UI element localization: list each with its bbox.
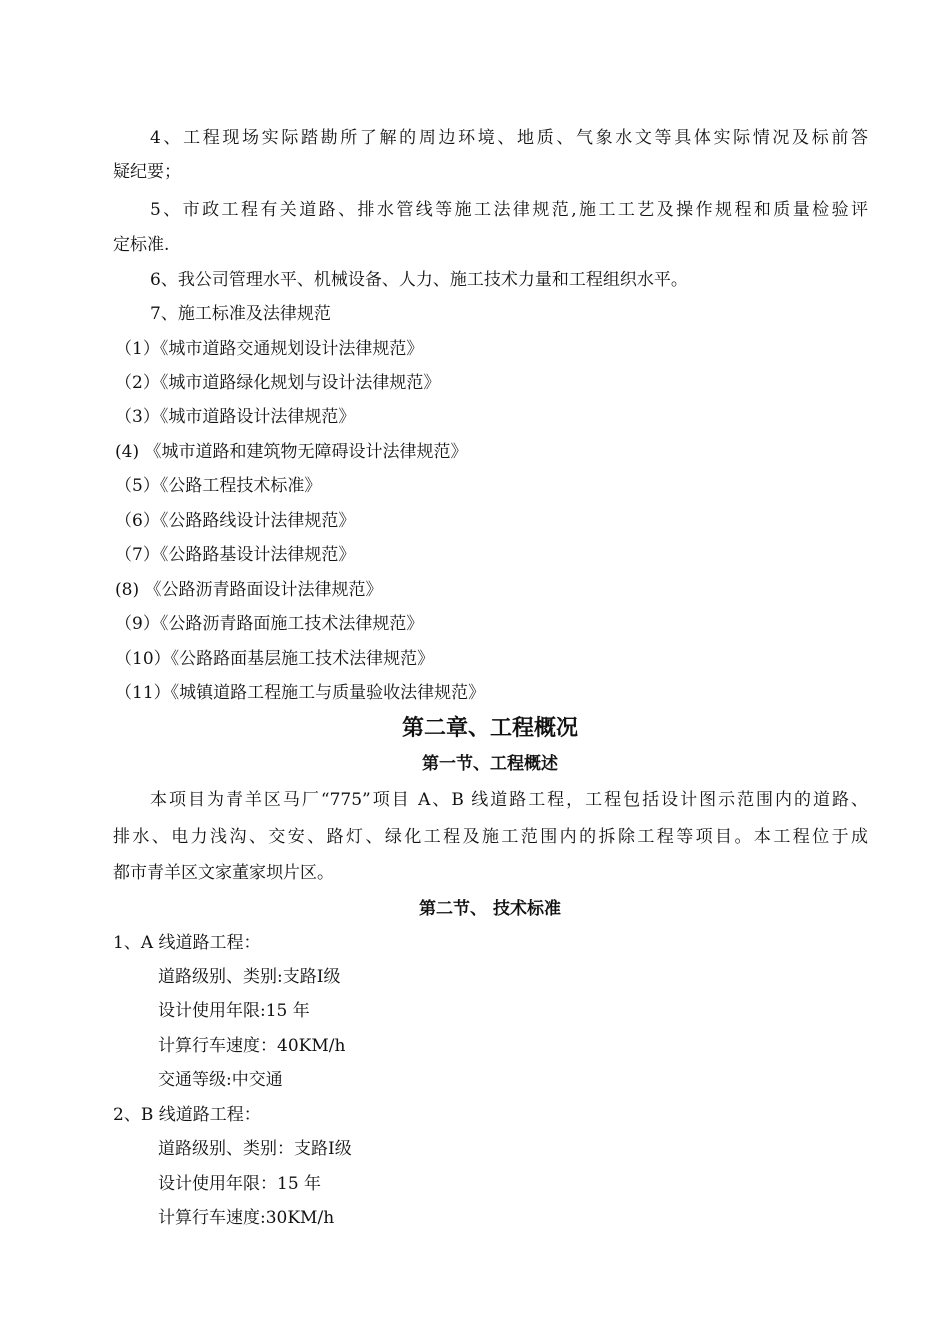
overview-paragraph-line3: 都市青羊区文家董家坝片区。 <box>113 863 334 883</box>
section-title: 第一节、工程概述 <box>422 754 558 774</box>
overview-paragraph-line1: 本项目为青羊区马厂“775”项目 A、B 线道路工程，工程包括设计图示范围内的道路、 <box>150 790 868 810</box>
b-line-grade: 道路级别、类别：支路Ⅰ级 <box>158 1139 352 1159</box>
standard-item: (8) 《公路沥青路面设计法律规范》 <box>115 580 383 600</box>
list-item-5-line1: 5、市政工程有关道路、排水管线等施工法律规范,施工工艺及操作规程和质量检验评 <box>150 200 868 220</box>
a-line-speed: 计算行车速度：40KM/h <box>158 1036 346 1056</box>
list-item-7: 7、施工标准及法律规范 <box>150 304 331 324</box>
standard-item: （6）《公路路线设计法律规范》 <box>115 511 356 531</box>
a-line-grade: 道路级别、类别:支路Ⅰ级 <box>158 967 341 987</box>
b-line-design-life: 设计使用年限：15 年 <box>158 1174 322 1194</box>
standard-item: （2）《城市道路绿化规划与设计法律规范》 <box>115 373 441 393</box>
standard-item: （9）《公路沥青路面施工技术法律规范》 <box>115 614 424 634</box>
section-title: 第二节、 技术标准 <box>419 899 561 919</box>
a-line-design-life: 设计使用年限:15 年 <box>158 1001 310 1021</box>
chapter-title: 第二章、工程概况 <box>401 716 578 741</box>
a-line-heading: 1、A 线道路工程： <box>113 933 261 953</box>
b-line-speed: 计算行车速度:30KM/h <box>158 1208 335 1228</box>
list-item-4-line2: 疑纪要； <box>113 162 181 182</box>
standard-item: （3）《城市道路设计法律规范》 <box>115 407 356 427</box>
list-item-4-line1: 4、工程现场实际踏勘所了解的周边环境、地质、气象水文等具体实际情况及标前答 <box>150 128 868 148</box>
overview-paragraph-line2: 排水、电力浅沟、交安、路灯、绿化工程及施工范围内的拆除工程等项目。本工程位于成 <box>113 827 868 847</box>
standard-item: （1）《城市道路交通规划设计法律规范》 <box>115 339 424 359</box>
a-line-traffic-level: 交通等级:中交通 <box>158 1070 283 1090</box>
standard-item: （7）《公路路基设计法律规范》 <box>115 545 356 565</box>
standard-item: （10）《公路路面基层施工技术法律规范》 <box>115 649 435 669</box>
standard-item: （11）《城镇道路工程施工与质量验收法律规范》 <box>115 683 486 703</box>
list-item-6: 6、我公司管理水平、机械设备、人力、施工技术力量和工程组织水平。 <box>150 270 688 290</box>
standard-item: (4) 《城市道路和建筑物无障碍设计法律规范》 <box>115 442 468 462</box>
standard-item: （5）《公路工程技术标准》 <box>115 476 322 496</box>
list-item-5-line2: 定标准. <box>113 235 170 255</box>
b-line-heading: 2、B 线道路工程： <box>113 1105 261 1125</box>
